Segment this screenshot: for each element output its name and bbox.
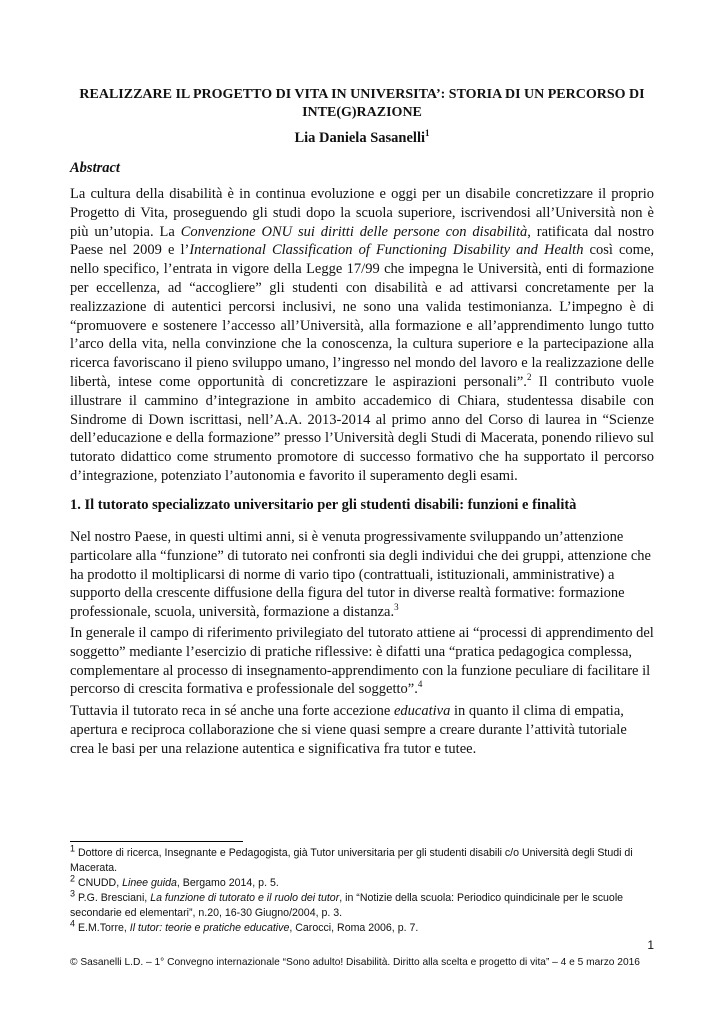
paper-title: REALIZZARE IL PROGETTO DI VITA IN UNIVERSITA’: STORIA DI UN PERCORSO DI INTE(G)RAZIONE	[79, 87, 645, 120]
author-line	[70, 130, 654, 147]
footnote-text: CNUDD,	[75, 877, 123, 889]
footnote-italic: La funzione di tutorato e il ruolo dei tutor	[150, 892, 340, 904]
footnote-italic: Linee guida	[122, 877, 177, 889]
footnote-number: 1	[70, 843, 76, 854]
paragraph-text: in quanto il clima di empatia, apertura e reciproca collaborazione che si viene quasi sempre a creare durante l’attività tutoriale crea le basi per una relazione autentica e significativa fra tutor e tutee.	[70, 703, 627, 757]
page-number: 1	[647, 938, 654, 952]
page-footer: © Sasanelli L.D. – 1° Convegno internazionale “Sono adulto! Disabilità. Diritto alla scelta e progetto di vita” – 4 e 5 marzo 2016	[70, 957, 640, 968]
footnote-number: 2	[70, 873, 76, 884]
footnote-text: , Carocci, Roma 2006, p. 7.	[289, 922, 419, 934]
body-paragraph-3	[70, 702, 654, 758]
footnotes	[70, 843, 654, 936]
abstract-italic-icf: International Classification of Functioning Disability and Health	[189, 242, 584, 259]
footnote-text: E.M.Torre,	[75, 922, 130, 934]
section-heading: 1. Il tutorato specializzato universitario per gli studenti disabili: funzioni e finalità	[70, 497, 577, 513]
footnote-text: Dottore di ricerca, Insegnante e Pedagogista, già Tutor universitaria per gli studenti disabili c/o Università degli Studi di Macerata.	[70, 847, 633, 874]
footnote-ref-2[interactable]: 2	[526, 372, 532, 383]
footnote-ref-4[interactable]: 4	[417, 679, 423, 690]
footnote-3	[70, 888, 654, 921]
footnote-ref-3[interactable]: 3	[394, 602, 399, 613]
paragraph-text: In generale il campo di riferimento privilegiato del tutorato attiene ai “processi di apprendimento del soggetto” mediante l’esercizio di pratiche riflessive: è difatti una “pratica pedagogica complessa, complementare al processo di insegnamento-apprendimento con la funzione peculiare di facilitare il percorso di crescita formativa e professionale del soggetto”.	[70, 625, 654, 698]
abstract-heading: Abstract	[70, 160, 120, 176]
author-name: Lia Daniela Sasanelli	[294, 130, 426, 146]
footnote-text: , in “Notizie della scuola: Periodico quindicinale per le scuole secondarie ed elementari”, n.20, 16-30 Giugno/2004, p. 3.	[70, 892, 624, 919]
abstract-text: così come, nello specifico, l’entrata in vigore della Legge 17/99 che impegna le Università, enti di formazione per eccellenza, ad “accogliere” gli studenti con disabilità e ad attivarsi concretamente per la realizzazione di autentici percorsi inclusivi, ne sono una valida testimonianza. L’impegno è di “promuovere e sostenere l’accesso all’Università, alla formazione e all’apprendimento lungo tutto l’arco della vita, nella convinzione che la conoscenza, la cultura superiore e la partecipazione alla ricerca favoriscano il pieno sviluppo umano, l’ingresso nel mondo del lavoro e la realizzazione delle libertà, intese come opportunità di concretizzare le aspirazioni personali”.	[70, 242, 655, 390]
footnote-text: , Bergamo 2014, p. 5.	[176, 877, 279, 889]
abstract-text: Il contributo vuole illustrare il cammino d’integrazione in ambito accademico di Chiara, studentessa disabile con Sindrome di Down iscrittasi, nell’A.A. 2013-2014 al primo anno del Corso di laurea in “Scienze dell’educazione e della formazione” presso l’Università degli Studi di Macerata, ponendo rilievo sul tutorato didattico come strumento promotore di successo formativo che ha supportato il percorso d’integrazione, potenziato l’autonomia e favorito il superamento degli esami.	[70, 373, 654, 484]
abstract-paragraph	[70, 185, 654, 486]
footnote-2	[70, 873, 654, 891]
paragraph-italic: educativa	[393, 703, 451, 719]
paragraph-text: Nel nostro Paese, in questi ultimi anni, si è venuta progressivamente sviluppando un’attenzione particolare alla “funzione” di tutorato nei confronti sia degli individui che dei gruppi, attenzione che ha prodotto il moltiplicarsi di norme di vario tipo (contrattuali, istituzionali, amministrative) a supporto della crescente diffusione della figura del tutor in diverse realtà formative: formazione professionale, scuola, università, formazione a distanza.	[70, 529, 651, 621]
author-footnote-ref[interactable]: 1	[425, 128, 430, 139]
abstract-italic-convention: Convenzione ONU sui diritti delle persone con disabilità	[180, 223, 528, 240]
footnote-number: 3	[70, 888, 76, 899]
footnote-1	[70, 843, 654, 876]
paragraph-text: Tuttavia il tutorato reca in sé anche una forte accezione	[70, 703, 394, 719]
footnote-4	[70, 918, 654, 936]
footnote-number: 4	[70, 918, 76, 929]
body-paragraph-1	[70, 528, 654, 622]
body-paragraph-2	[70, 624, 654, 699]
abstract-text: La cultura della disabilità è in continua evoluzione e oggi per un disabile concretizzare il proprio Progetto di Vita, proseguendo gli studi dopo la scuola superiore, iscrivendosi all’Università non è più un’utopia. La	[70, 186, 654, 240]
footnote-text: P.G. Bresciani,	[75, 892, 151, 904]
footnote-separator	[70, 841, 243, 842]
footnote-italic: Il tutor: teorie e pratiche educative	[129, 922, 290, 934]
abstract-text: , ratificata dal nostro Paese nel 2009 e l’	[70, 223, 654, 259]
